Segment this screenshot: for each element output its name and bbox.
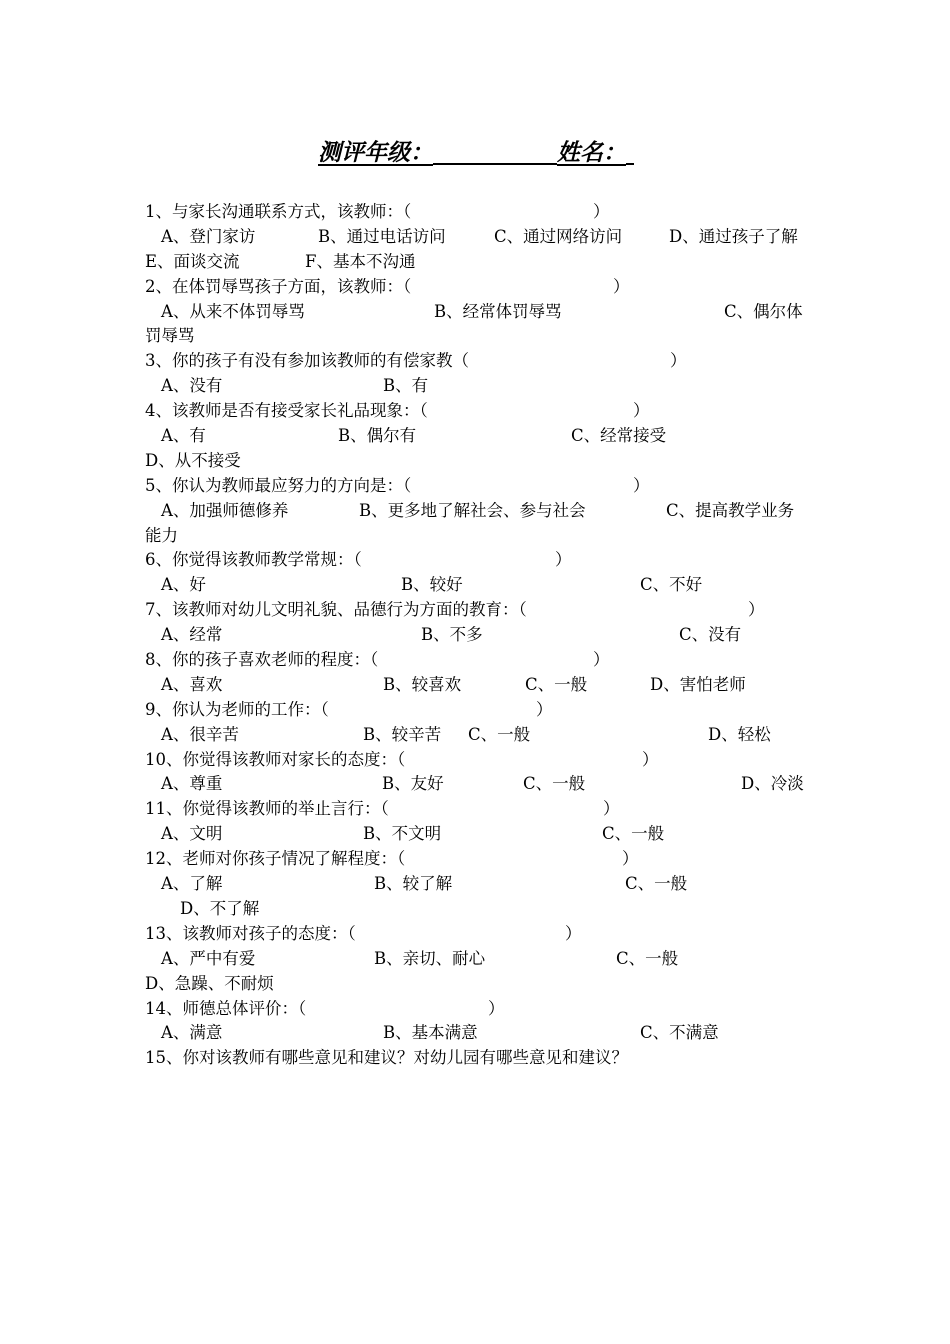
option[interactable]: C、偶尔体 <box>724 301 803 321</box>
option[interactable]: D、通过孩子了解 <box>669 226 798 246</box>
option[interactable]: C、经常接受 <box>571 426 667 446</box>
answer-close: ） <box>633 401 650 421</box>
question-text: 13、该教师对孩子的态度：（ <box>145 923 356 943</box>
question-11 <box>145 797 810 822</box>
option[interactable]: B、较了解 <box>374 874 453 894</box>
options-row <box>145 225 810 250</box>
option[interactable]: B、更多地了解社会、参与社会 <box>359 500 586 520</box>
option[interactable]: A、很辛苦 <box>161 724 239 744</box>
question-15 <box>145 1046 810 1071</box>
option[interactable]: C、不满意 <box>640 1023 719 1043</box>
question-text: 7、该教师对幼儿文明礼貌、品德行为方面的教育：（ <box>145 600 527 620</box>
answer-close: ） <box>565 923 582 943</box>
option[interactable]: B、基本满意 <box>383 1023 478 1043</box>
option[interactable]: B、较喜欢 <box>383 674 462 694</box>
options-row <box>145 424 810 449</box>
grade-blank[interactable] <box>433 139 557 165</box>
answer-close: ） <box>622 849 639 869</box>
option[interactable]: C、一般 <box>625 874 688 894</box>
options-row <box>145 623 810 648</box>
question-6 <box>145 548 810 573</box>
option[interactable]: B、有 <box>383 376 429 396</box>
wrap-row <box>145 324 810 349</box>
options-row <box>145 1021 810 1046</box>
option[interactable]: D、轻松 <box>708 724 771 744</box>
option[interactable]: A、有 <box>161 426 206 446</box>
question-14 <box>145 997 810 1022</box>
grade-label: 测评年级： <box>318 140 433 166</box>
question-text: 15、你对该教师有哪些意见和建议？对幼儿园有哪些意见和建议？ <box>145 1048 628 1068</box>
options-row <box>145 822 810 847</box>
question-5 <box>145 474 810 499</box>
question-8 <box>145 648 810 673</box>
name-blank[interactable] <box>626 139 634 165</box>
answer-close: ） <box>593 650 610 670</box>
wrap-row <box>145 897 810 922</box>
option[interactable]: B、不多 <box>421 625 483 645</box>
option[interactable]: A、满意 <box>161 1023 223 1043</box>
question-7 <box>145 598 810 623</box>
option[interactable]: C、一般 <box>468 724 531 744</box>
options-row <box>145 772 810 797</box>
question-text: 9、你认为老师的工作：（ <box>145 699 329 719</box>
option[interactable]: D、冷淡 <box>741 774 804 794</box>
option[interactable]: B、亲切、耐心 <box>374 948 486 968</box>
option[interactable]: B、经常体罚辱骂 <box>434 301 562 321</box>
answer-close: ） <box>603 799 620 819</box>
answer-close: ） <box>593 202 610 221</box>
question-4 <box>145 399 810 424</box>
answer-close: ） <box>642 749 659 769</box>
question-text: 12、老师对你孩子情况了解程度：（ <box>145 849 406 869</box>
answer-close: ） <box>633 475 650 495</box>
option[interactable]: A、从来不体罚辱骂 <box>161 301 305 321</box>
question-text: 5、你认为教师最应努力的方向是：（ <box>145 475 412 495</box>
option[interactable]: B、偶尔有 <box>338 426 417 446</box>
answer-close: ） <box>555 550 572 570</box>
option[interactable]: C、一般 <box>602 824 665 844</box>
option-wrap: 罚辱骂 <box>145 326 195 346</box>
option[interactable]: C、一般 <box>525 674 588 694</box>
option[interactable]: B、通过电话访问 <box>318 226 446 246</box>
question-text: 1、与家长沟通联系方式，该教师：（ <box>145 202 412 221</box>
question-2 <box>145 275 810 300</box>
option[interactable]: A、好 <box>161 575 206 595</box>
option[interactable]: A、经常 <box>161 625 223 645</box>
option[interactable]: D、急躁、不耐烦 <box>145 973 274 993</box>
option[interactable]: D、害怕老师 <box>650 674 746 694</box>
option[interactable]: B、不文明 <box>363 824 442 844</box>
question-text: 3、你的孩子有没有参加该教师的有偿家教（ <box>145 351 469 371</box>
question-10 <box>145 748 810 773</box>
option[interactable]: B、友好 <box>382 774 444 794</box>
question-text: 8、你的孩子喜欢老师的程度：（ <box>145 650 379 670</box>
question-text: 2、在体罚辱骂孩子方面，该教师：（ <box>145 276 412 296</box>
answer-close: ） <box>613 276 630 296</box>
option[interactable]: C、通过网络访问 <box>494 226 623 246</box>
option[interactable]: A、尊重 <box>161 774 223 794</box>
answer-close: ） <box>488 998 505 1018</box>
options-row <box>145 872 810 897</box>
question-3 <box>145 349 810 374</box>
question-13 <box>145 922 810 947</box>
option[interactable]: A、严中有爱 <box>161 948 256 968</box>
option[interactable]: B、较辛苦 <box>363 724 442 744</box>
question-text: 6、你觉得该教师教学常规：（ <box>145 550 362 570</box>
answer-close: ） <box>748 600 765 620</box>
wrap-row <box>145 449 810 474</box>
options-row <box>145 300 810 325</box>
options-row <box>145 573 810 598</box>
option[interactable]: C、一般 <box>523 774 586 794</box>
question-12 <box>145 847 810 872</box>
question-list <box>145 200 810 1071</box>
option[interactable]: A、文明 <box>161 824 223 844</box>
option[interactable]: B、较好 <box>401 575 463 595</box>
name-label: 姓名： <box>557 140 626 166</box>
option-wrap: 能力 <box>145 525 178 545</box>
answer-close: ） <box>670 351 687 371</box>
question-text: 14、师德总体评价：（ <box>145 998 307 1018</box>
option[interactable]: A、了解 <box>161 874 223 894</box>
option[interactable]: C、不好 <box>640 575 703 595</box>
option[interactable]: A、没有 <box>161 376 223 396</box>
option[interactable]: D、从不接受 <box>145 450 241 470</box>
option[interactable]: C、一般 <box>616 948 679 968</box>
option[interactable]: D、不了解 <box>180 898 260 918</box>
question-1 <box>145 200 810 225</box>
wrap-row <box>145 972 810 997</box>
question-text: 10、你觉得该教师对家长的态度：（ <box>145 749 406 769</box>
option[interactable]: C、提高教学业务 <box>666 500 795 520</box>
options-row <box>145 374 810 399</box>
wrap-row <box>145 524 810 549</box>
option[interactable]: A、登门家访 <box>161 226 256 246</box>
option[interactable]: F、基本不沟通 <box>305 251 416 271</box>
page-title <box>318 134 638 168</box>
option[interactable]: A、喜欢 <box>161 674 223 694</box>
options-row <box>145 673 810 698</box>
options-row <box>145 250 810 275</box>
option[interactable]: E、面谈交流 <box>145 251 240 271</box>
option[interactable]: A、加强师德修养 <box>161 500 289 520</box>
options-row <box>145 723 810 748</box>
question-text: 11、你觉得该教师的举止言行：（ <box>145 799 389 819</box>
option[interactable]: C、没有 <box>679 625 742 645</box>
question-text: 4、该教师是否有接受家长礼品现象：（ <box>145 401 428 421</box>
options-row <box>145 947 810 972</box>
question-9 <box>145 698 810 723</box>
options-row <box>145 499 810 524</box>
answer-close: ） <box>536 699 553 719</box>
